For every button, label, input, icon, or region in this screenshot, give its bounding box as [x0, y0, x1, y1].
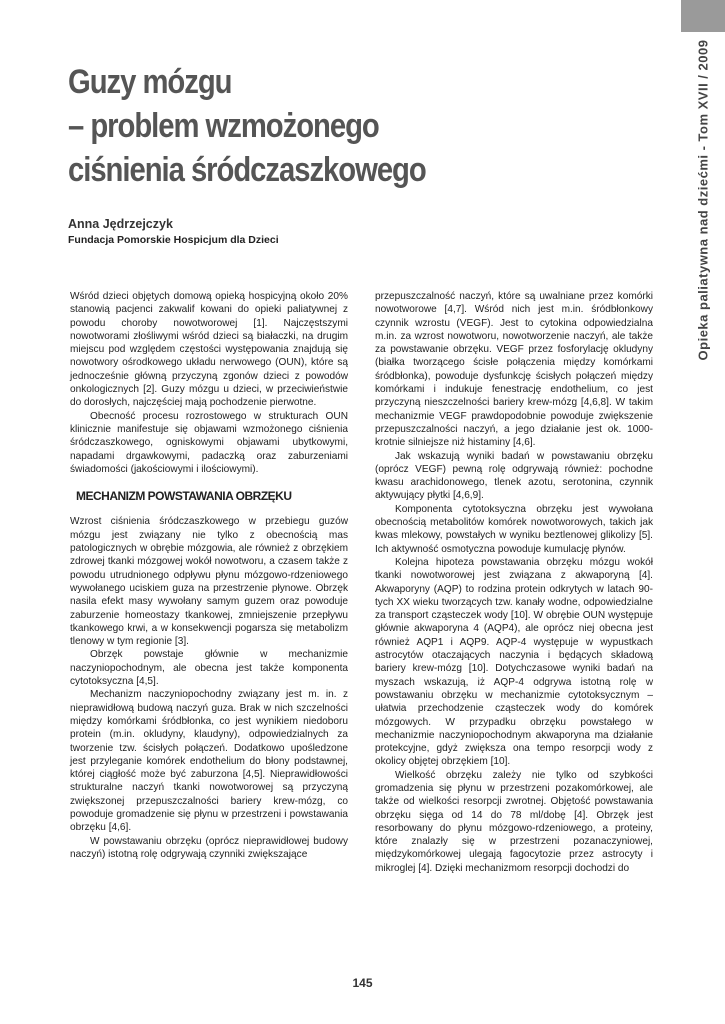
section-heading: MECHANIZM POWSTAWANIA OBRZĘKU	[76, 489, 292, 504]
title-line: Guzy mózgu	[68, 63, 232, 101]
paragraph: Obrzęk powstaje głównie w mechanizmie naczyniopochodnym, ale obecna jest także komponenta cytotoksyczna [4,5].	[70, 649, 348, 688]
paragraph: Komponenta cytotoksyczna obrzęku jest wywołana obecnością metabolitów komórek nowotworowych, takich jak kwas mlekowy, powstałych w wyniku beztlenowej glikolizy [5]. Ich aktywność osmotyczna powoduje kumulację płynów.	[375, 503, 653, 555]
page-number: 145	[352, 976, 373, 990]
journal-running-title: Opieka paliatywna nad dziećmi - Tom XVII / 2009	[695, 39, 711, 361]
right-column	[375, 290, 653, 875]
paragraph: Mechanizm naczyniopochodny związany jest m. in. z nieprawidłową budową naczyń guza. Brak w nich szczelności między komórkami śródbłonka, co jest wynikiem niedoboru protein (m.in. okludyny, klaudyny), odpowiedzialnych za tworzenie tzw. ścisłych połączeń. Dodatkowo upośledzone jest przyleganie komórek endothelium do błony podstawnej, której ciągłość może być zaburzona [4,5]. Nieprawidłowości strukturalne naczyń tkanki nowotworowej są przyczyną zwiększonej przepuszczalności bariery krew-mózg, co powoduje gromadzenie się płynu w przestrzeni i powstawania obrzęku [4,6].	[70, 689, 348, 834]
paragraph: Obecność procesu rozrostowego w strukturach OUN klinicznie manifestuje się objawami wzmożonego ciśnienia śródczaszkowego, ogniskowymi objawami ubytkowymi, napadami drgawkowymi, padaczką oraz zaburzeniami świadomości (jakościowymi i ilościowymi).	[70, 410, 348, 475]
left-column	[70, 290, 348, 861]
paragraph: Kolejna hipoteza powstawania obrzęku mózgu wokół tkanki nowotworowej jest związana z akwaporyną [4]. Akwaporyny (AQP) to rodzina protein odkrytych w latach 90-tych XX wieku tworzących tzw. kanały wodne, odpowiedzialne za transport cząsteczek wody [10]. W obrębie OUN występuje głównie akwaporyna 4 (AQP4), ale oprócz niej obecna jest również AQP1 i AQP9. AQP-4 występuje w wypustkach astrocytów otaczających naczynia i będących składową bariery krew-mózg [10]. Dotychczasowe wyniki badań na myszach wskazują, iż AQP-4 odgrywa istotną rolę w powstawaniu obrzęku w mechanizmie cytotoksycznym – ułatwia przechodzenie cząsteczek wody do komórek mózgowych. W przypadku obrzęku powstałego w mechanizmie naczyniopochodnym akwaporyna ma działanie protekcyjne, gdyż zwiększa ona tempo resorpcji wody z okolicy objętej obrzękiem [10].	[375, 556, 653, 768]
title-line: – problem wzmożonego	[68, 107, 379, 145]
sidebar-color-block	[681, 0, 725, 32]
author-affiliation: Fundacja Pomorskie Hospicjum dla Dzieci	[68, 234, 279, 246]
author-name: Anna Jędrzejczyk	[68, 217, 173, 231]
paragraph: Wzrost ciśnienia śródczaszkowego w przebiegu guzów mózgu jest związany nie tylko z obecnością mas patologicznych w obrębie mózgowia, ale również z obrzękiem zdrowej tkanki mózgowej wokół nowotworu, a czasem także z powodu utrudnionego odpływu płynu mózgowo-rdzeniowego wywołanego uciskiem guza na przestrzenie płynowe. Obrzęk nasila efekt masy wywołany samym guzem oraz powoduje zaburzenie homeostazy tkankowej, zmniejszenie przepływu tkankowego krwi, a w konsekwencji pogarsza się metabolizm tlenowy w tym regionie [3].	[70, 516, 348, 648]
paragraph: Wielkość obrzęku zależy nie tylko od szybkości gromadzenia się płynu w przestrzeni pozakomórkowej, ale także od wielkości resorpcji zwrotnej. Objętość powstawania obrzęku sięga od 14 do 78 ml/dobę [4]. Obrzęk jest resorbowany do płynu mózgowo-rdzeniowego, a proteiny, które znalazły się w przestrzeni pozanaczyniowej, międzykomórkowej ulegają fagocytozie przez astrocyty i mikroglej [4]. Dzięki mechanizmom resorpcji dochodzi do	[375, 769, 653, 874]
paragraph: przepuszczalność naczyń, które są uwalniane przez komórki nowotworowe [4,7]. Wśród nich jest m.in. śródbłonkowy czynnik wzrostu (VEGF). Jest to cytokina odpowiedzialna m.in. za wzrost nowotworu, nowotworzenie naczyń, ale także za powstawanie obrzęku. VEGF przez fosforylację okludyny (białka tworzącego ścisłe połączenia między komórkami śródbłonka), powoduje dysfunkcję ścisłych połączeń między komórkami i indukuje fenestrację endothelium, co jest przyczyną nieszczelności bariery krew-mózg [4,6,8]. W takim mechanizmie VEGF prawdopodobnie powoduje zwiększenie przepuszczalności naczyń, a jego działanie jest ok. 1000-krotnie silniejsze niż histaminy [4,6].	[375, 291, 653, 449]
journal-sidebar	[681, 0, 725, 1024]
title-line: ciśnienia śródczaszkowego	[68, 151, 426, 189]
paragraph: Wśród dzieci objętych domową opieką hospicyjną około 20% stanowią pacjenci zakwalif kowani do opieki paliatywnej z powodu choroby nowotworowej [1]. Najczęstszymi nowotworami złośliwymi wśród dzieci są białaczki, na drugim miejscu pod względem częstości występowania znajdują się nowotwory ośrodkowego układu nerwowego (OUN), które są jednocześnie główną przyczyną zgonów dzieci z powodów onkologicznych [2]. Guzy mózgu u dzieci, w przeciwieństwie do dorosłych, najczęściej mają pochodzenie pierwotne.	[70, 291, 348, 409]
paragraph: W powstawaniu obrzęku (oprócz nieprawidłowej budowy naczyń) istotną rolę odgrywają czynniki zwiększające	[70, 835, 348, 860]
article-title	[68, 60, 550, 192]
paragraph: Jak wskazują wyniki badań w powstawaniu obrzęku (oprócz VEGF) pewną rolę odgrywają również: pochodne kwasu arachidonowego, tlenek azotu, serotonina, czynnik aktywujący płytki [4,6,9].	[375, 450, 653, 502]
